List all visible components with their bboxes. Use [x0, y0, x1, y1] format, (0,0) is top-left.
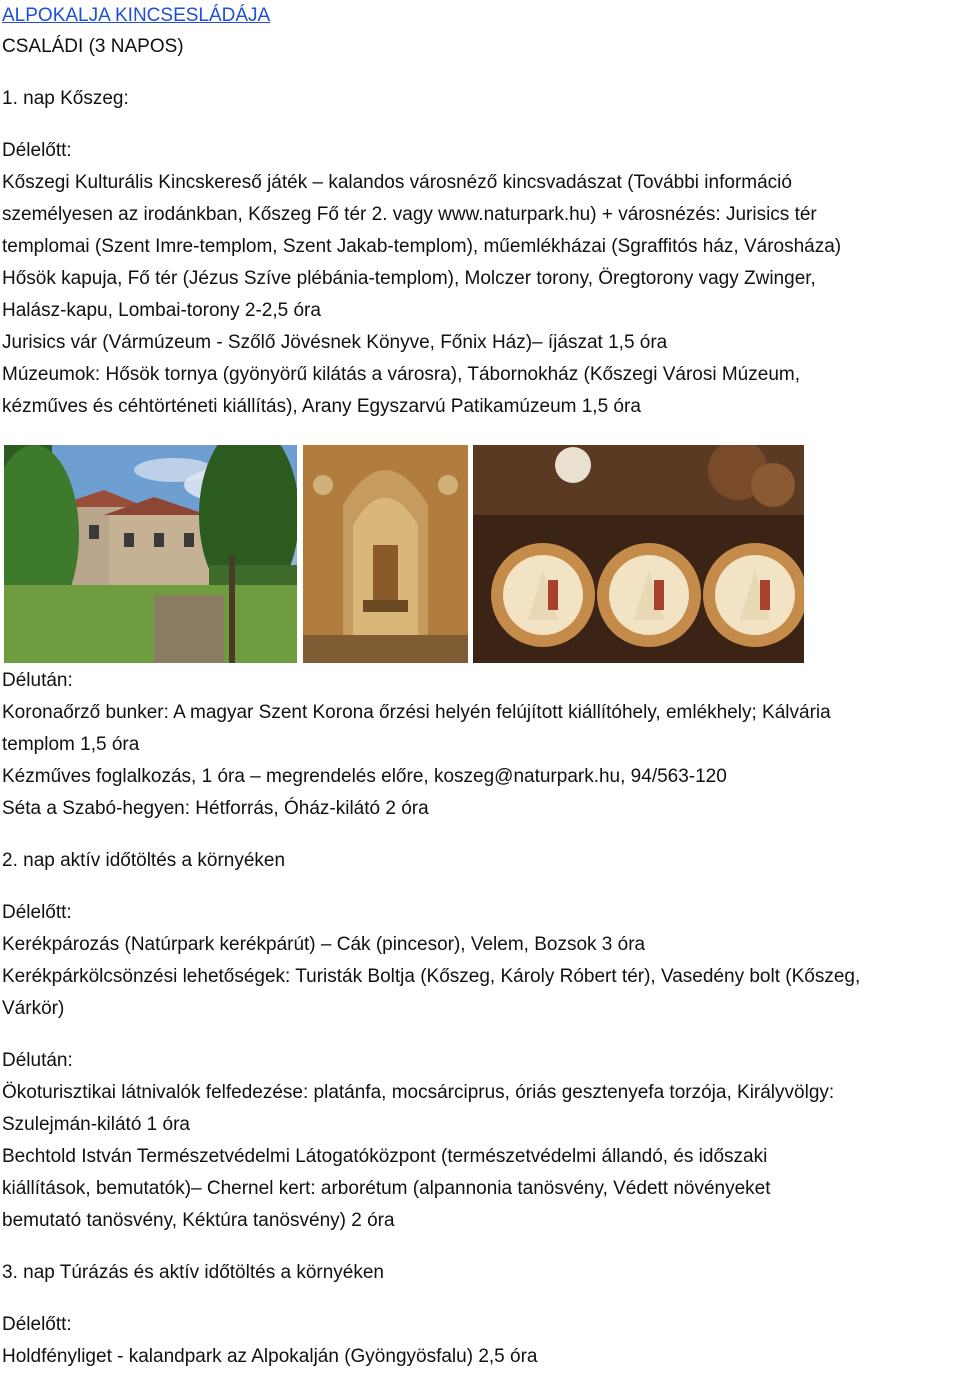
photo-strip	[4, 445, 804, 663]
day2-afternoon-line: Bechtold István Természetvédelmi Látogatóközpont (természetvédelmi állandó, és időszaki	[2, 1146, 768, 1167]
christmas-ornaments-photo	[473, 445, 804, 663]
day3-heading: 3. nap Túrázás és aktív időtöltés a környéken	[2, 1262, 384, 1283]
day2-afternoon-label: Délután:	[2, 1050, 73, 1071]
day1-morning-line: Jurisics vár (Vármúzeum - Szőlő Jövésnek Könyve, Főnix Ház)– íjászat 1,5 óra	[2, 332, 668, 353]
day1-morning-line: Halász-kapu, Lombai-torony 2-2,5 óra	[2, 300, 321, 321]
day2-heading: 2. nap aktív időtöltés a környéken	[2, 850, 286, 871]
subtitle: CSALÁDI (3 NAPOS)	[2, 36, 184, 57]
day2-morning-label: Délelőtt:	[2, 902, 72, 923]
day2-morning-line: Kerékpárkölcsönzési lehetőségek: Turisták Boltja (Kőszeg, Károly Róbert tér), Vasedény bolt (Kőszeg,	[2, 966, 861, 987]
day2-afternoon-line: Szulejmán-kilátó 1 óra	[2, 1114, 190, 1135]
title-link[interactable]: ALPOKALJA KINCSESLÁDÁJA	[2, 5, 271, 26]
day2-morning-line: Kerékpározás (Natúrpark kerékpárút) – Cák (pincesor), Velem, Bozsok 3 óra	[2, 934, 646, 955]
day1-morning-line: Múzeumok: Hősök tornya (gyönyörű kilátás a városra), Tábornokház (Kőszegi Városi Múzeum,	[2, 364, 800, 385]
day1-morning-line: Kőszegi Kulturális Kincskereső játék – kalandos városnéző kincsvadászat (További információ	[2, 172, 792, 193]
day1-afternoon-label: Délután:	[2, 670, 73, 691]
day1-afternoon-line: Kézműves foglalkozás, 1 óra – megrendelés előre, koszeg@naturpark.hu, 94/563-120	[2, 766, 727, 787]
day1-morning-line: kézműves és céhtörténeti kiállítás), Arany Egyszarvú Patikamúzeum 1,5 óra	[2, 396, 641, 417]
day2-afternoon-line: bemutató tanösvény, Kéktúra tanösvény) 2 óra	[2, 1210, 395, 1231]
castle-photo	[4, 445, 297, 663]
document-continued	[2, 665, 958, 1373]
day1-afternoon-line: Koronaőrző bunker: A magyar Szent Korona őrzési helyén felújított kiállítóhely, emlékhely; Kálvária	[2, 702, 831, 723]
day1-morning-line: személyesen az irodánkban, Kőszeg Fő tér 2. vagy www.naturpark.hu) + városnézés: Jurisics tér	[2, 204, 817, 225]
document	[2, 0, 958, 423]
church-interior-photo	[303, 445, 468, 663]
day1-afternoon-line: templom 1,5 óra	[2, 734, 140, 755]
day1-heading: 1. nap Kőszeg:	[2, 88, 129, 109]
day1-morning-line: templomai (Szent Imre-templom, Szent Jakab-templom), műemlékházai (Sgraffitós ház, Városháza)	[2, 236, 842, 257]
day2-morning-line: Várkör)	[2, 998, 65, 1019]
day2-afternoon-line: kiállítások, bemutatók)– Chernel kert: arborétum (alpannonia tanösvény, Védett növényeket	[2, 1178, 771, 1199]
day3-morning-line: Holdfényliget - kalandpark az Alpokalján (Gyöngyösfalu) 2,5 óra	[2, 1346, 538, 1367]
day1-morning-label: Délelőtt:	[2, 140, 72, 161]
day1-afternoon-line: Séta a Szabó-hegyen: Hétforrás, Óház-kilátó 2 óra	[2, 798, 429, 819]
day2-afternoon-line: Ökoturisztikai látnivalók felfedezése: platánfa, mocsárciprus, óriás gesztenyefa torzója, Királyvölgy:	[2, 1082, 835, 1103]
day3-morning-label: Délelőtt:	[2, 1314, 72, 1335]
day1-morning-line: Hősök kapuja, Fő tér (Jézus Szíve plébánia-templom), Molczer torony, Öregtorony vagy Zwinger,	[2, 268, 816, 289]
